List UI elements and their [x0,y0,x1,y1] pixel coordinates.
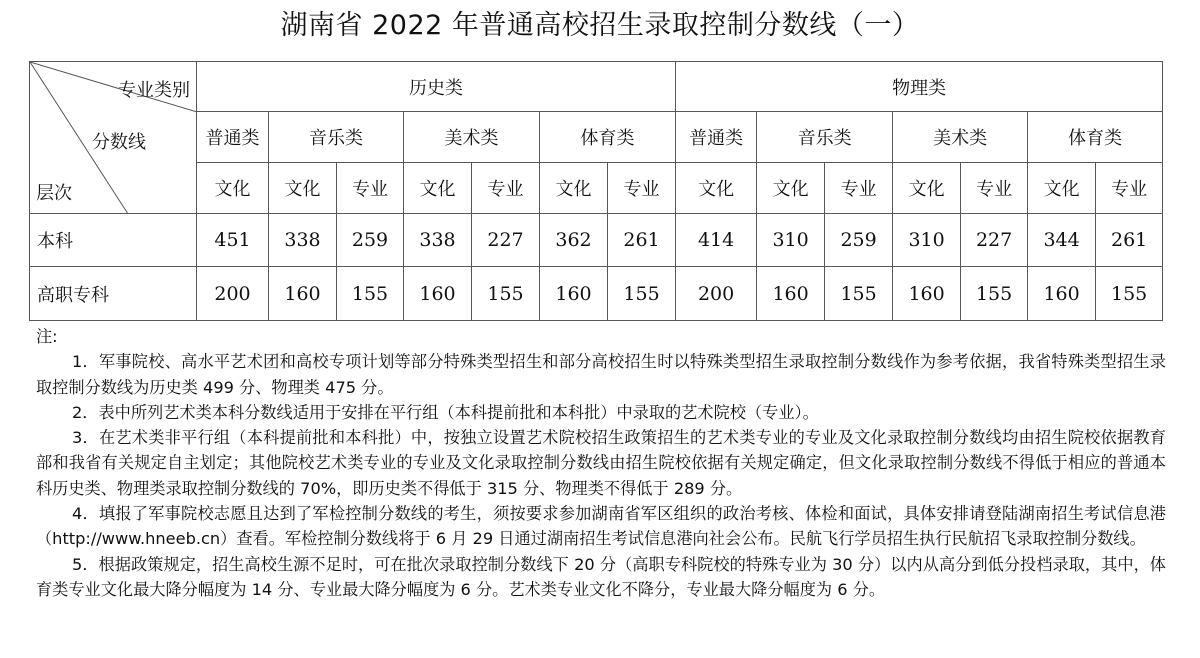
score-cell: 200 [676,267,757,321]
subheader-cell: 专业 [1096,163,1163,214]
row-label: 本科 [30,214,197,267]
score-cell: 259 [337,214,404,267]
score-cell: 160 [1028,267,1096,321]
score-cell: 155 [608,267,676,321]
subheader-cell: 专业 [961,163,1028,214]
note-item-3: 3．在艺术类非平行组（本科提前批和本科批）中，按独立设置艺术院校招生政策招生的艺术类专业的专业及文化录取控制分数线均由招生院校依据教育部和我省有关规定自主划定；其他院校艺术类专业的专业及文化录取控制分数线由招生院校依据有关规定确定，但文化录取控制分数线不得低于相应的普通本科历史类、物理类录取控制分数线的 70%，即历史类不得低于 315 分、物理类不得低于 289 分。 [36,428,1166,498]
subheader-cell: 专业 [608,163,676,214]
corner-header-cell [30,62,197,214]
subheader-cell: 专业 [472,163,540,214]
subheader-cell: 文化 [676,163,757,214]
score-cell: 160 [757,267,825,321]
score-cell: 155 [961,267,1028,321]
subheader-cell: 文化 [1028,163,1096,214]
score-cell: 344 [1028,214,1096,267]
score-cell: 155 [472,267,540,321]
score-cell: 451 [197,214,269,267]
note-item-1: 1．军事院校、高水平艺术团和高校专项计划等部分特殊类型招生和部分高校招生时以特殊类型招生录取控制分数线作为参考依据，我省特殊类型招生录取控制分数线为历史类 499 分、物理类 475 分。 [36,352,1166,397]
subheader-cell: 文化 [197,163,269,214]
subcat-cell: 普通类 [197,112,269,163]
subheader-cell: 专业 [825,163,893,214]
group-physics: 物理类 [676,62,1163,112]
subheader-cell: 专业 [337,163,404,214]
score-cell: 338 [269,214,337,267]
corner-score-label: 分数线 [92,132,146,153]
note-item-4: 4．填报了军事院校志愿且达到了军检控制分数线的考生，须按要求参加湖南省军区组织的政治考核、体检和面试，具体安排请登陆湖南招生考试信息港（http://www.hneeb.cn）查看。军检控制分数线将于 6 月 29 日通过湖南招生考试信息港向社会公布。民航飞行学员招生执行民航招飞录取控制分数线。 [36,504,1166,549]
group-history: 历史类 [197,62,676,112]
notes-heading: 注: [36,327,58,346]
corner-level-label: 层次 [36,183,72,204]
score-cell: 155 [1096,267,1163,321]
score-cell: 160 [540,267,608,321]
score-cell: 155 [337,267,404,321]
subcat-cell: 美术类 [893,112,1028,163]
subheader-cell: 文化 [404,163,472,214]
score-cell: 155 [825,267,893,321]
score-cell: 261 [608,214,676,267]
table-row-vocational [30,267,1163,321]
subheader-cell: 文化 [269,163,337,214]
score-cell: 310 [893,214,961,267]
score-table [29,61,1163,321]
notes-section [36,324,1166,602]
subheader-cell: 文化 [540,163,608,214]
score-cell: 414 [676,214,757,267]
score-cell: 261 [1096,214,1163,267]
score-cell: 259 [825,214,893,267]
score-cell: 200 [197,267,269,321]
score-cell: 160 [269,267,337,321]
score-cell: 160 [404,267,472,321]
score-cell: 338 [404,214,472,267]
subcat-cell: 普通类 [676,112,757,163]
note-item-5: 5．根据政策规定，招生高校生源不足时，可在批次录取控制分数线下 20 分（高职专科院校的特殊专业为 30 分）以内从高分到低分投档录取，其中，体育类专业文化最大降分幅度为 14 分、专业最大降分幅度为 6 分。艺术类专业文化不降分，专业最大降分幅度为 6 分。 [36,554,1166,599]
subheader-cell: 文化 [893,163,961,214]
row-label: 高职专科 [30,267,197,321]
corner-category-label: 专业类别 [118,80,190,101]
page-title: 湖南省 2022 年普通高校招生录取控制分数线（一） [280,10,920,41]
subcat-cell: 体育类 [540,112,676,163]
subcat-cell: 音乐类 [269,112,404,163]
note-item-2: 2．表中所列艺术类本科分数线适用于安排在平行组（本科提前批和本科批）中录取的艺术院校（专业）。 [72,402,819,422]
score-cell: 227 [961,214,1028,267]
subcat-cell: 美术类 [404,112,540,163]
score-cell: 227 [472,214,540,267]
score-cell: 160 [893,267,961,321]
subcat-cell: 体育类 [1028,112,1163,163]
subcat-cell: 音乐类 [757,112,893,163]
subheader-cell: 文化 [757,163,825,214]
score-cell: 310 [757,214,825,267]
score-cell: 362 [540,214,608,267]
table-row-undergraduate [30,214,1163,267]
